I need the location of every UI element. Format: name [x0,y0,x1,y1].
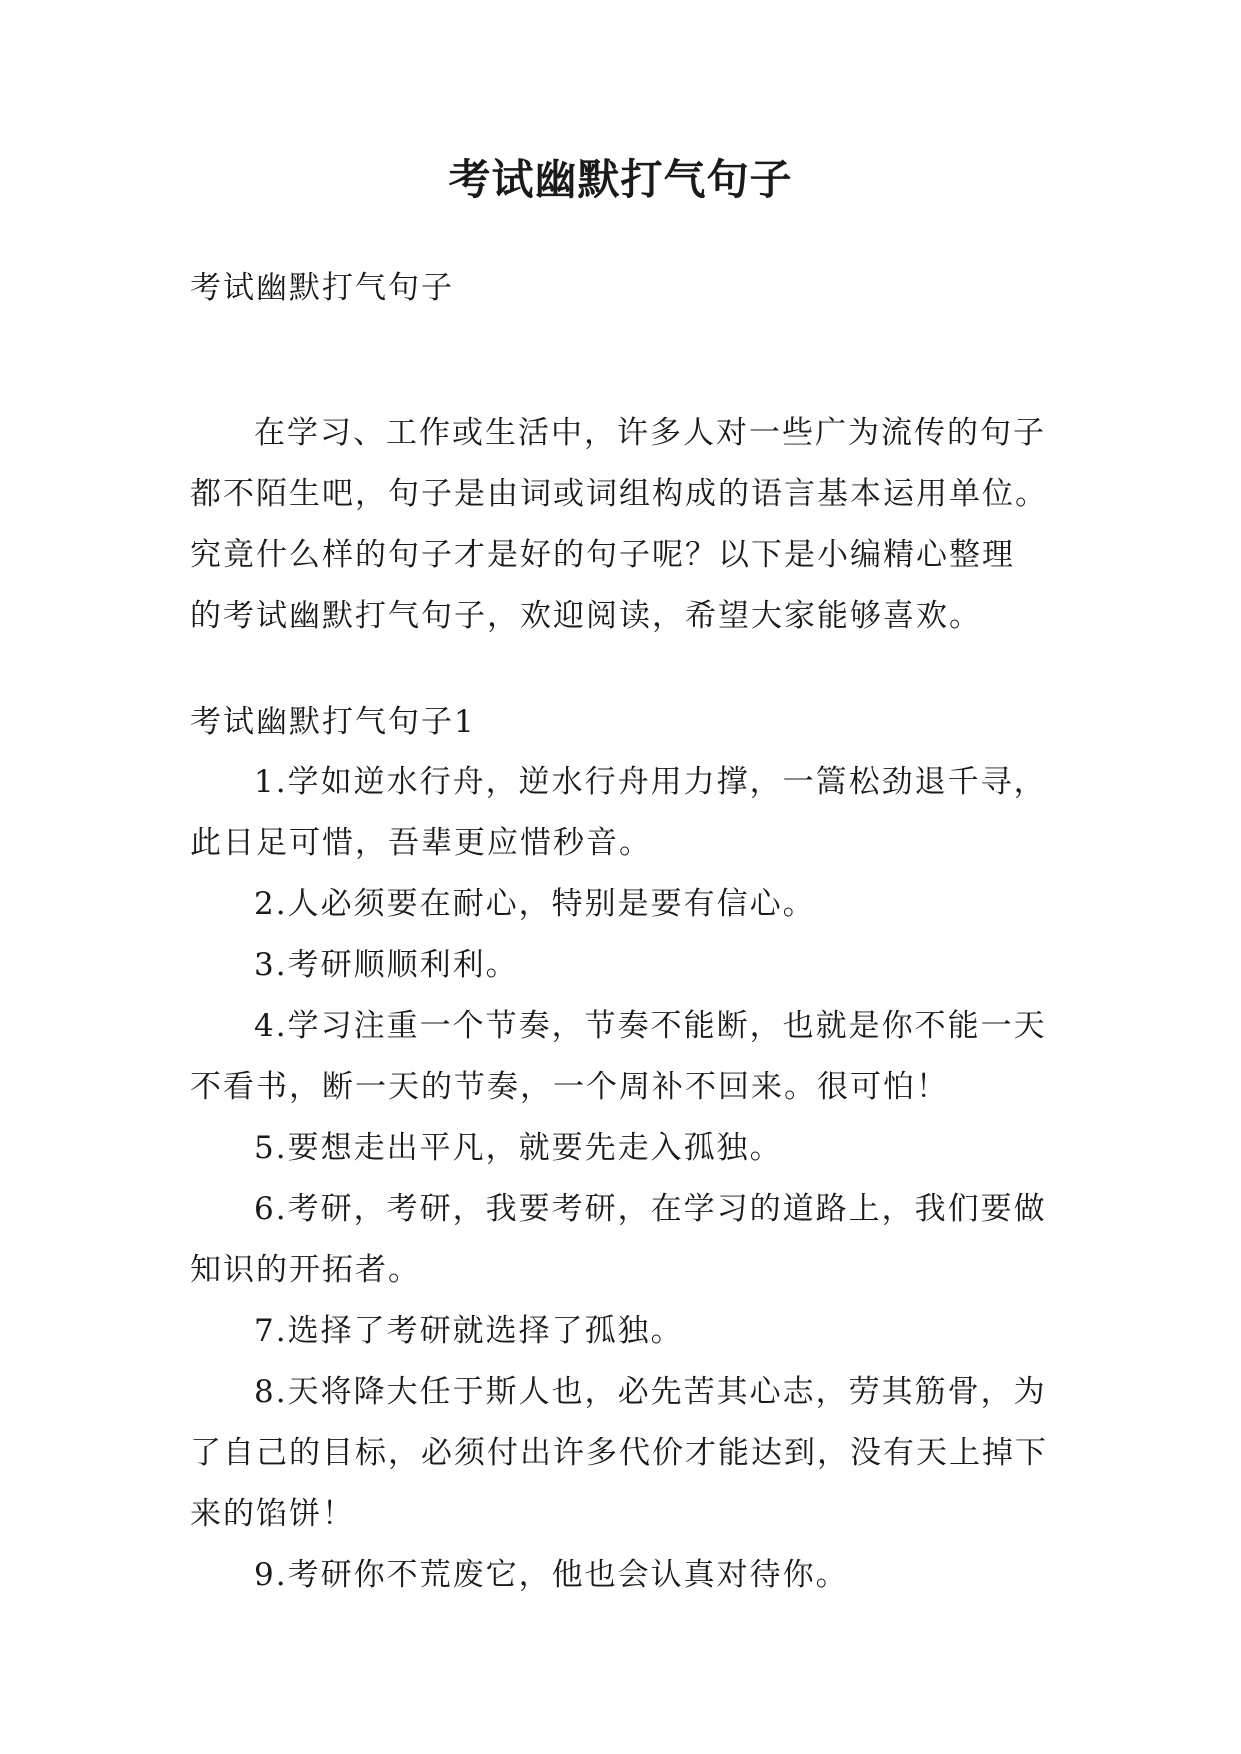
quote-item-9 [190,1545,1070,1606]
intro-paragraph [190,403,1070,647]
intro-line: 究竟什么样的句子才是好的句子呢？以下是小编精心整理 [190,537,1015,573]
quote-line: 7.选择了考研就选择了孤独。 [254,1313,684,1349]
quote-item-8 [190,1362,1070,1545]
section-heading: 考试幽默打气句子1 [190,704,476,740]
quote-item-1 [190,752,1070,874]
quote-line: 此日足可惜，吾辈更应惜秒音。 [190,825,652,861]
document-subtitle: 考试幽默打气句子 [190,270,454,306]
quote-line: 2.人必须要在耐心，特别是要有信心。 [254,886,816,922]
quote-item-7 [190,1301,1070,1362]
quote-line: 6.考研，考研，我要考研，在学习的道路上，我们要做 [254,1191,1047,1227]
quote-item-5 [190,1118,1070,1179]
intro-line: 在学习、工作或生活中，许多人对一些广为流传的句子 [254,415,1046,451]
intro-line: 都不陌生吧，句子是由词或词组构成的语言基本运用单位。 [190,476,1048,512]
document-title: 考试幽默打气句子 [448,155,793,204]
quote-line: 8.天将降大任于斯人也，必先苦其心志，劳其筋骨，为 [254,1374,1047,1410]
quote-line: 了自己的目标，必须付出许多代价才能达到，没有天上掉下 [190,1435,1048,1471]
quote-line: 来的馅饼！ [190,1496,355,1532]
quote-line: 1.学如逆水行舟，逆水行舟用力撑，一篙松劲退千寻， [254,764,1047,800]
intro-line: 的考试幽默打气句子，欢迎阅读，希望大家能够喜欢。 [190,598,982,634]
quote-item-6 [190,1179,1070,1301]
quote-line: 4.学习注重一个节奏，节奏不能断，也就是你不能一天 [254,1008,1047,1044]
quote-item-2 [190,874,1070,935]
quote-line: 知识的开拓者。 [190,1252,421,1288]
quote-item-4 [190,996,1070,1118]
quote-line: 9.考研你不荒废它，他也会认真对待你。 [254,1557,849,1593]
quote-line: 3.考研顺顺利利。 [254,947,519,983]
quote-line: 5.要想走出平凡，就要先走入孤独。 [254,1130,783,1166]
quote-list [190,752,1070,1606]
quote-line: 不看书，断一天的节奏，一个周补不回来。很可怕！ [190,1069,949,1105]
quote-item-3 [190,935,1070,996]
